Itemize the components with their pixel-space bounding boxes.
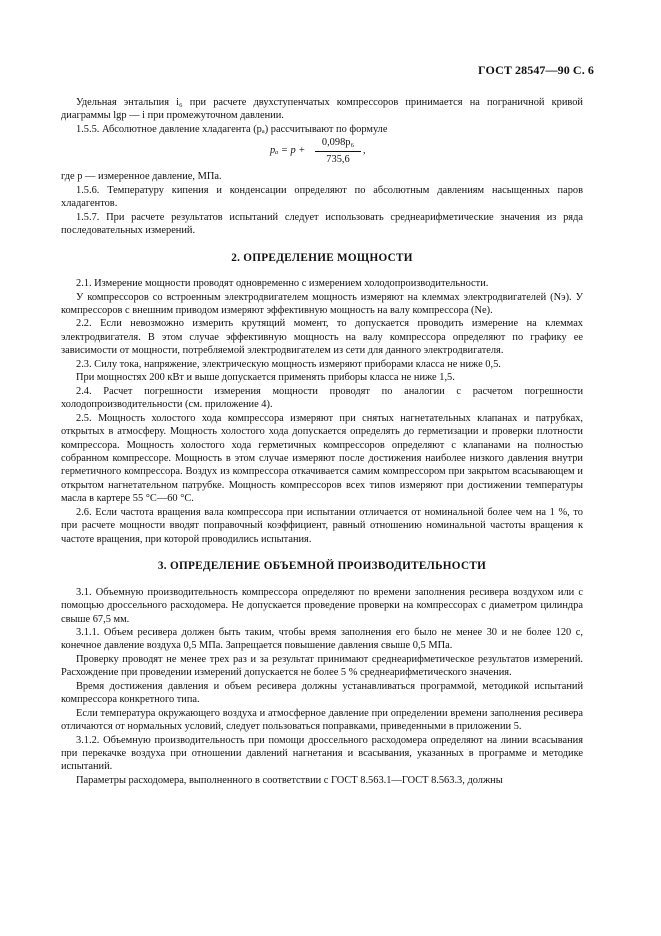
formula-lhs: pₐ = p + [270,145,306,157]
pressure-formula [61,136,583,170]
paragraph-3-1-1-check: Проверку проводят не менее трех раз и за результат принимают среднеарифметическое результатов измерений. Расхождение при проведении измерений допускается не более 5 % среднеарифметического значения. [61,653,583,679]
paragraph-2-5: 2.5. Мощность холостого хода компрессора измеряют при снятых нагнетательных клапанах и патрубках, открытых в атмосферу. Мощность холостого хода допускается определять до герметизации и проверки плотности компрессора. Мощность холостого хода герметичных компрессоров определяют с клапанами на полностью собранном компрессоре. Мощность в этом случае измеряют после достижения наиболее низкого давления внутри герметичного компрессора. Воздух из компрессора откачивается самим компрессором при закрытом всасывающем и открытом нагнетательном патрубке. Мощность компрессоров всех типов измеряют при достижении температуры масла в картере 55 °С—60 °С. [61,412,583,505]
paragraph-1-5-6: 1.5.6. Температуру кипения и конденсации определяют по абсолютным давлениям насыщенных паров хладагентов. [61,184,583,210]
paragraph-1-5-5: 1.5.5. Абсолютное давление хладагента (pₐ) рассчитывают по формуле [76,123,388,135]
paragraph-3-1-1-corrections: Если температура окружающего воздуха и атмосферное давление при определении времени заполнения ресивера отличаются от нормальных условий, следует пользоваться поправками, приведенными в приложении 5. [61,707,583,733]
paragraph-2-6: 2.6. Если частота вращения вала компрессора при испытании отличается от номинальной более чем на 1 %, то при расчете мощности вводят поправочный коэффициент, равный отношению номинальной частоты вращения к частоте вращения, при которой проводились испытания. [61,506,583,545]
paragraph-3-1-1-time: Время достижения давления и объем ресивера должны устанавливаться программой, методикой испытаний компрессора конкретного типа. [61,680,583,706]
paragraph-enthalpy: Удельная энтальпия i₆ при расчете двухступенчатых компрессоров принимается на пограничной кривой диаграммы lgp — i при промежуточном давлении. [61,97,583,122]
paragraph-3-1-1: 3.1.1. Объем ресивера должен быть таким, чтобы время заполнения его было не менее 30 и не более 120 с, конечное давление воздуха 0,5 МПа. Запрещается повышение давления свыше 0,5 МПа. [61,626,583,652]
formula-fraction [315,136,361,166]
section-3-heading: 3. ОПРЕДЕЛЕНИЕ ОБЪЕМНОЙ ПРОИЗВОДИТЕЛЬНОСТИ [157,560,487,573]
paragraph-2-1-cont: У компрессоров со встроенным электродвигателем мощность измеряют на клеммах электродвигателей (Nэ). У компрессоров с внешним приводом измеряют эффективную мощность на валу компрессора (Nе). [61,291,583,316]
formula-tail: , [363,145,366,157]
paragraph-where-p: где p — измеренное давление, МПа. [61,171,222,183]
intro-block [61,96,583,787]
page-header: ГОСТ 28547—90 С. 6 [478,63,594,77]
paragraph-2-3: 2.3. Силу тока, напряжение, электрическую мощность измеряют приборами класса не ниже 0,5. [76,358,501,370]
paragraph-3-1: 3.1. Объемную производительность компрессора определяют по времени заполнения ресивера воздухом или с помощью дроссельного расходомера. Не допускается проведение проверки на компрессорах с диаметром цилиндра свыше 67,5 мм. [61,586,583,625]
paragraph-1-5-7: 1.5.7. При расчете результатов испытаний следует использовать среднеарифметические значения из ряда последовательных измерений. [61,211,583,237]
paragraph-2-4: 2.4. Расчет погрешности измерения мощности проводят по аналогии с расчетом погрешности холодопроизводительности (см. приложение 4). [61,385,583,411]
paragraph-3-1-2: 3.1.2. Объемную производительность при помощи дроссельного расходомера определяют на линии всасывания при перекачке воздуха при отношении давлений нагнетания и всасывания, указанных в программе и методике испытаний. [61,734,583,773]
section-2-heading: 2. ОПРЕДЕЛЕНИЕ МОЩНОСТИ [231,251,413,264]
paragraph-2-2: 2.2. Если невозможно измерить крутящий момент, то допускается проводить измерение на клеммах электродвигателя. В этом случае эффективную мощность на валу компрессора определяют по графику ее зависимости от мощности, потребляемой электродвигателем из сети для данного электродвигателя. [61,318,583,357]
paragraph-2-1: 2.1. Измерение мощности проводят одновременно с измерением холодопроизводительности. [76,278,489,290]
paragraph-2-3-cont: При мощностях 200 кВт и выше допускается применять приборы класса не ниже 1,5. [76,372,455,384]
formula-denominator: 735,6 [326,153,350,165]
formula-numerator: 0,098p₆ [315,136,361,151]
paragraph-3-1-2-params: Параметры расходомера, выполненного в соответствии с ГОСТ 8.563.1—ГОСТ 8.563.3, должны [76,774,503,786]
